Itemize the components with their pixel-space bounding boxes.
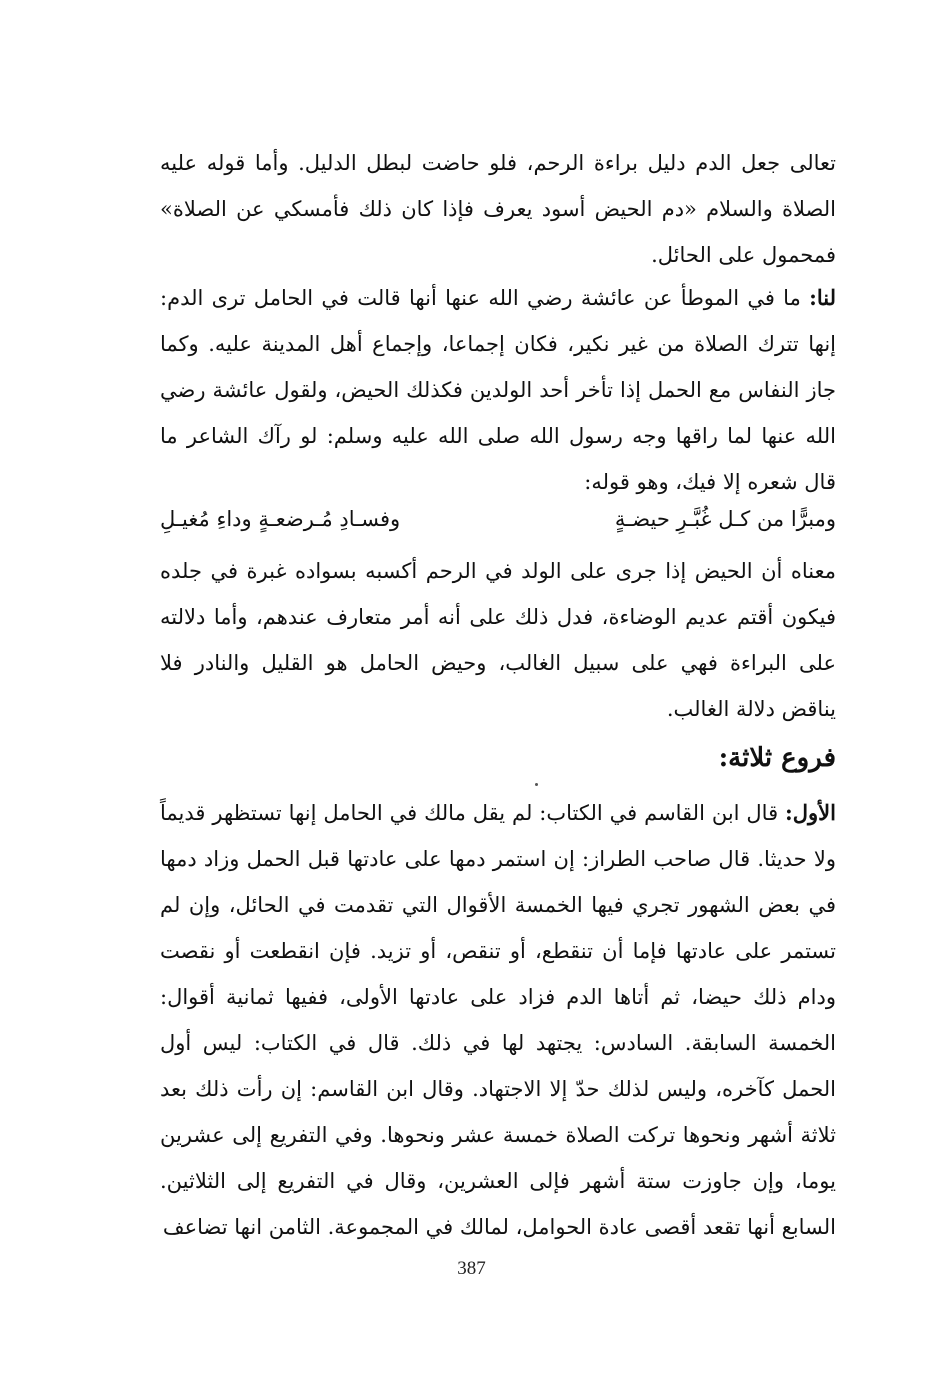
paragraph-lead: الأول: xyxy=(785,800,836,825)
section-heading: فروع ثلاثة: xyxy=(718,743,836,773)
verse-second-hemistich: وفسـادِ مُـرضعـةٍ وداءِ مُغيـلِ xyxy=(160,507,401,531)
paragraph-pregnancy-blood xyxy=(160,140,836,278)
page-speck xyxy=(535,783,538,786)
paragraph-first-branch xyxy=(160,790,836,1250)
paragraph-lead: لنا: xyxy=(809,285,836,310)
paragraph-text: قال ابن القاسم في الكتاب: لم يقل مالك في الحامل إنها تستظهر قديماً ولا حديثا. قال صاحب الطراز: إن استمر دمها على عادتها قبل الحمل وزاد دمها في بعض الشهور تجري فيها الخمسة الأقوال التي تقدمت في الحائل، وإن لم تستمر على عادتها فإما أن تنقطع، أو تنقص، أو تزيد. فإن انقطعت أو نقصت ودام ذلك حيضا، ثم أتاها الدم فزاد على عادتها الأولى، ففيها ثمانية أقوال: الخمسة السابقة. السادس: يجتهد لها في ذلك. قال في الكتاب: ليس أول الحمل كآخره، وليس لذلك حدّ إلا الاجتهاد. وقال ابن القاسم: إن رأت ذلك بعد ثلاثة أشهر ونحوها تركت الصلاة خمسة عشر ونحوها. وفي التفريع إلى عشرين يوما، وإن جاوزت ستة أشهر فإلى العشرين، وقال في التفريع إلى الثلاثين. السابع أنها تقعد أقصى عادة الحوامل، لمالك في المجموعة. الثامن انها تضاعف xyxy=(160,801,836,1239)
paragraph-text: ما في الموطأ عن عائشة رضي الله عنها أنها قالت في الحامل ترى الدم: إنها تترك الصلاة من غير نكير، فكان إجماعا، وإجماع أهل المدينة عليه. وكما جاز النفاس مع الحمل إذا تأخر أحد الولدين فكذلك الحيض، ولقول عائشة رضي الله عنها لما راقها وجه رسول الله صلى الله عليه وسلم: لو رآك الشاعر ما قال شعره إلا فيك، وهو قوله: xyxy=(160,286,836,494)
paragraph-verse-meaning xyxy=(160,548,836,732)
paragraph-text: تعالى جعل الدم دليل براءة الرحم، فلو حاضت لبطل الدليل. وأما قوله عليه الصلاة والسلام «دم الحيض أسود يعرف فإذا كان ذلك فأمسكي عن الصلاة» فمحمول على الحائل. xyxy=(160,151,836,267)
page-number: 387 xyxy=(457,1258,486,1279)
paragraph-text: معناه أن الحيض إذا جرى على الولد في الرحم أكسبه بسواده غبرة في جلده فيكون أقتم عديم الوضاءة، فدل ذلك على أنه أمر متعارف عندهم، وأما دلالته على البراءة فهي على سبيل الغالب، وحيض الحامل هو القليل والنادر فلا يناقض دلالة الغالب. xyxy=(160,559,836,721)
verse-first-hemistich: ومبرًّا من كـل غُبَّـرِ حيضـةٍ xyxy=(614,507,836,531)
poetry-verse xyxy=(160,496,836,542)
paragraph-our-evidence xyxy=(160,275,836,505)
